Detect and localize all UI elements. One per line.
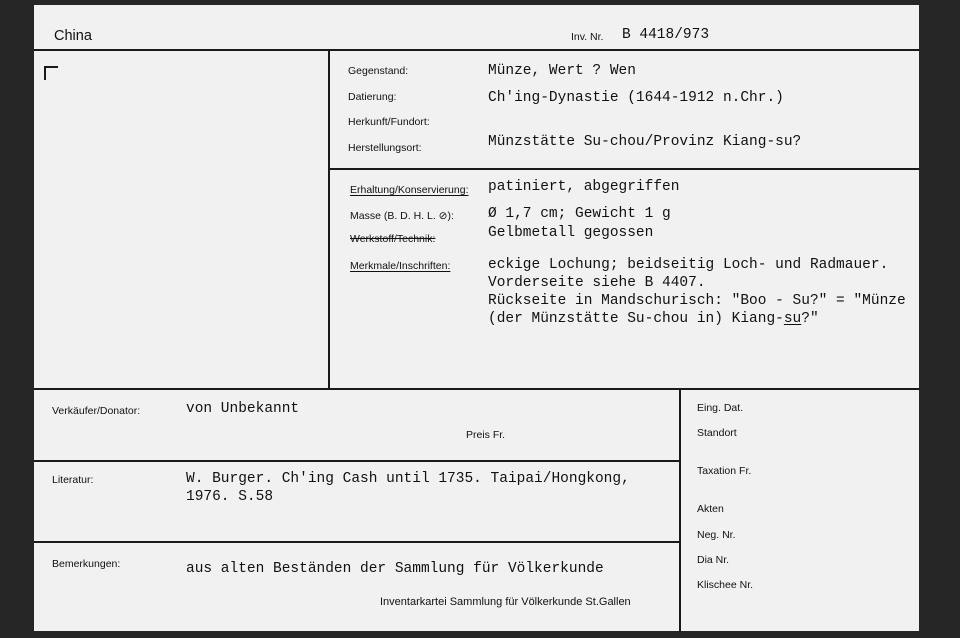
dia-nr-label: Dia Nr. bbox=[697, 554, 730, 566]
divider-sidebar bbox=[679, 388, 681, 631]
preis-label: Preis Fr. bbox=[466, 429, 506, 441]
merkmale-line-3: Rückseite in Mandschurisch: "Boo - Su?" = "Münze bbox=[488, 293, 906, 309]
masse-label: Masse (B. D. H. L. ⊘): bbox=[350, 210, 454, 222]
merkmale-line-2: Vorderseite siehe B 4407. bbox=[488, 275, 706, 291]
bemerkungen-value: aus alten Beständen der Sammlung für Völkerkunde bbox=[186, 561, 604, 577]
divider-literature bbox=[34, 541, 681, 543]
eing-dat-label: Eing. Dat. bbox=[697, 402, 744, 414]
merkmale-line-4 bbox=[488, 310, 819, 328]
werkstoff-label: Werkstoff/Technik: bbox=[350, 233, 436, 245]
divider-acquisition bbox=[34, 460, 681, 462]
standort-label: Standort bbox=[697, 427, 737, 439]
region: China bbox=[54, 28, 92, 44]
datierung-value: Ch'ing-Dynastie (1644-1912 n.Chr.) bbox=[488, 90, 784, 106]
corner-mark bbox=[44, 66, 58, 80]
merkmale-line-4-end: ?" bbox=[801, 311, 819, 327]
klischee-nr-label: Klischee Nr. bbox=[697, 579, 754, 591]
herstellungsort-value: Münzstätte Su-chou/Provinz Kiang-su? bbox=[488, 134, 802, 150]
divider-header bbox=[34, 49, 919, 51]
literatur-line-1: W. Burger. Ch'ing Cash until 1735. Taipai/Hongkong, bbox=[186, 471, 630, 487]
akten-label: Akten bbox=[697, 503, 724, 515]
bemerkungen-label: Bemerkungen: bbox=[52, 558, 121, 570]
verkaeufer-label: Verkäufer/Donator: bbox=[52, 405, 141, 417]
masse-value: Ø 1,7 cm; Gewicht 1 g bbox=[488, 206, 671, 222]
gegenstand-value: Münze, Wert ? Wen bbox=[488, 63, 636, 79]
werkstoff-value: Gelbmetall gegossen bbox=[488, 225, 654, 241]
merkmale-line-4-start: (der Münzstätte Su-chou in) Kiang- bbox=[488, 311, 784, 327]
inv-number: B 4418/973 bbox=[622, 27, 710, 43]
merkmale-label: Merkmale/Inschriften: bbox=[350, 260, 451, 272]
erhaltung-value: patiniert, abgegriffen bbox=[488, 179, 680, 195]
inv-label: Inv. Nr. bbox=[571, 31, 604, 43]
verkaeufer-value: von Unbekannt bbox=[186, 401, 300, 417]
divider-middle bbox=[34, 388, 919, 390]
datierung-label: Datierung: bbox=[348, 91, 397, 103]
taxation-label: Taxation Fr. bbox=[697, 465, 752, 477]
erhaltung-label: Erhaltung/Konservierung: bbox=[350, 184, 469, 196]
divider-image-area bbox=[328, 49, 330, 390]
literatur-label: Literatur: bbox=[52, 474, 94, 486]
herkunft-label: Herkunft/Fundort: bbox=[348, 116, 430, 128]
merkmale-line-1: eckige Lochung; beidseitig Loch- und Radmauer. bbox=[488, 257, 889, 273]
gegenstand-label: Gegenstand: bbox=[348, 65, 409, 77]
inventory-card bbox=[34, 5, 919, 631]
literatur-line-2: 1976. S.58 bbox=[186, 489, 274, 505]
merkmale-line-4-underlined: su bbox=[783, 311, 802, 327]
card-footer: Inventarkartei Sammlung für Völkerkunde St.Gallen bbox=[380, 596, 631, 608]
neg-nr-label: Neg. Nr. bbox=[697, 529, 736, 541]
herstellungsort-label: Herstellungsort: bbox=[348, 142, 422, 154]
divider-object bbox=[328, 168, 919, 170]
